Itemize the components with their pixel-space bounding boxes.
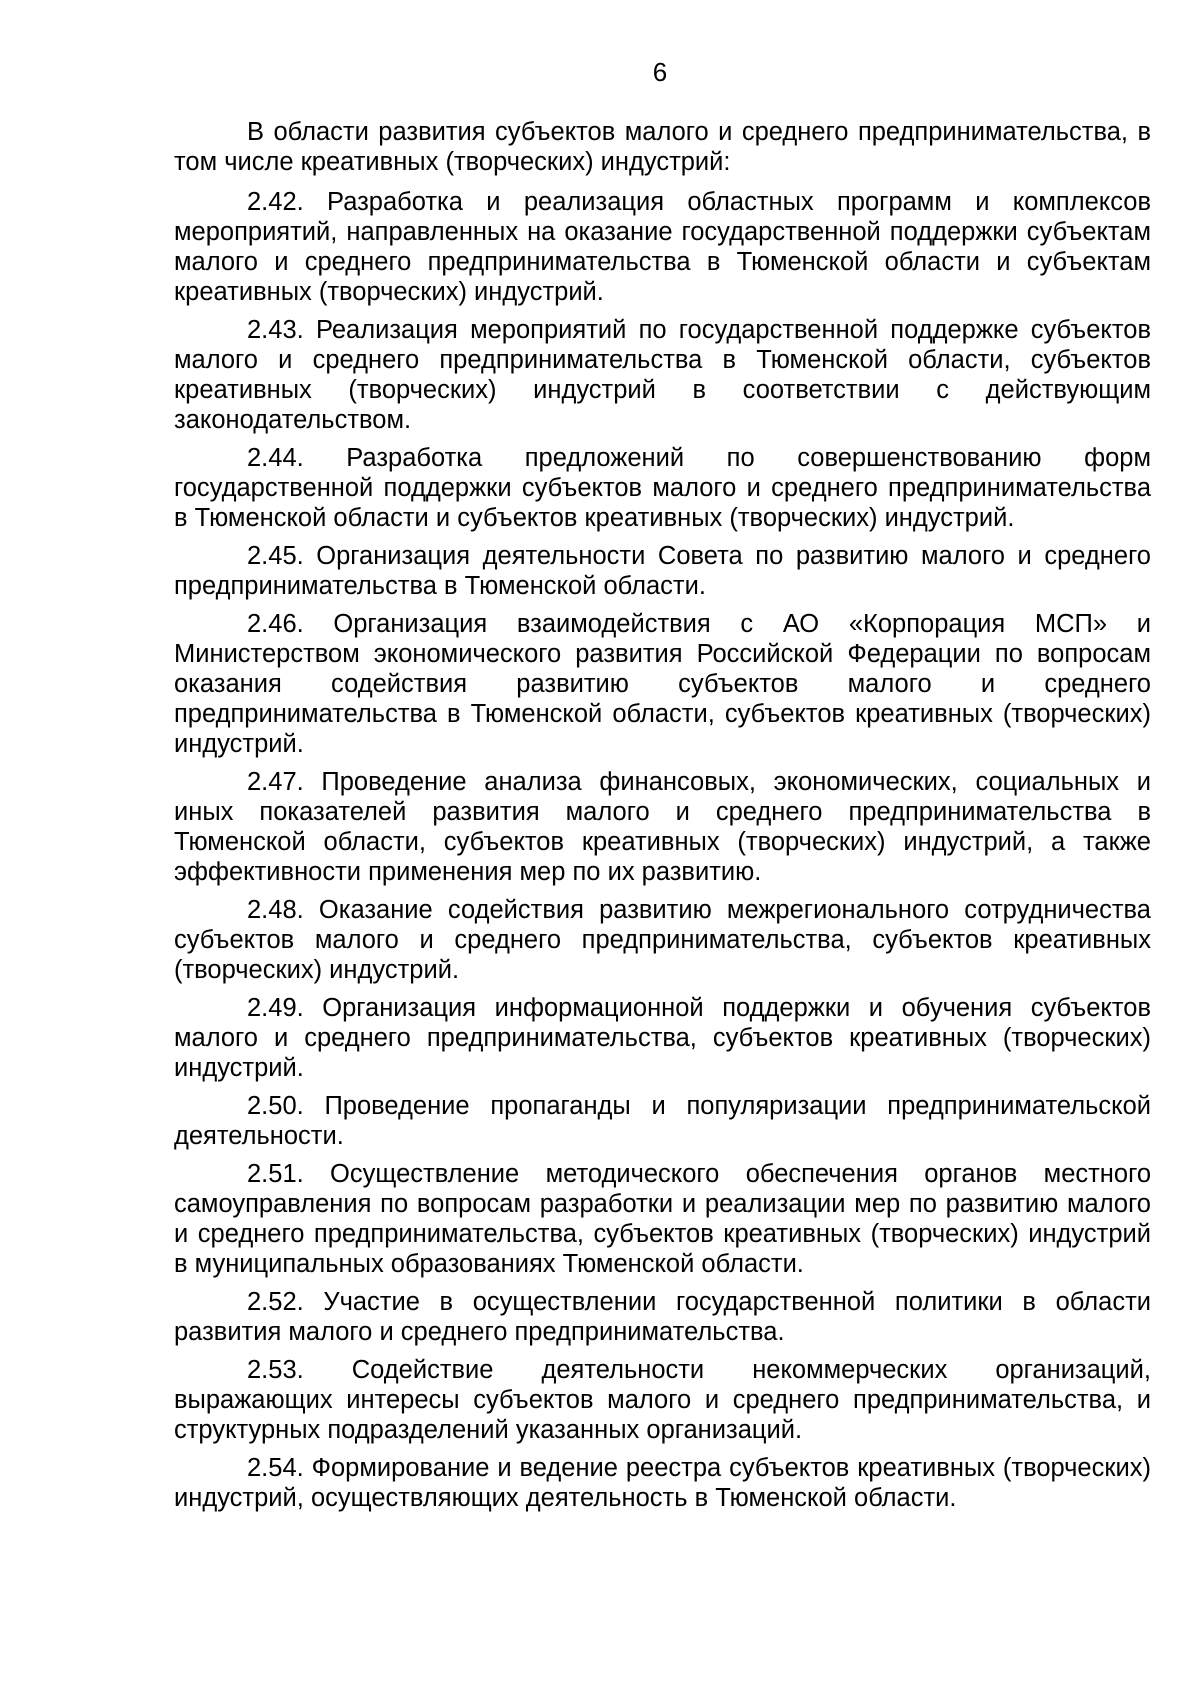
- page-number: 6: [652, 57, 668, 87]
- clause-2-50: 2.50. Проведение пропаганды и популяризации предпринимательской деятельности.: [174, 1092, 1151, 1150]
- clause-2-47: 2.47. Проведение анализа финансовых, экономических, социальных и иных показателей развития малого и среднего предпринимательства в Тюменской области, субъектов креативных (творческих) индустрий, а также эффективности применения мер по их развитию.: [174, 768, 1151, 886]
- clause-2-44: 2.44. Разработка предложений по совершенствованию форм государственной поддержки субъектов малого и среднего предпринимательства в Тюменской области и субъектов креативных (творческих) индустрий.: [174, 444, 1151, 532]
- clause-2-51: 2.51. Осуществление методического обеспечения органов местного самоуправления по вопросам разработки и реализации мер по развитию малого и среднего предпринимательства, субъектов креативных (творческих) индустрий в муниципальных образованиях Тюменской области.: [174, 1160, 1151, 1278]
- clause-2-49: 2.49. Организация информационной поддержки и обучения субъектов малого и среднего предпринимательства, субъектов креативных (творческих) индустрий.: [174, 994, 1151, 1082]
- clause-2-46: 2.46. Организация взаимодействия с АО «Корпорация МСП» и Министерством экономического развития Российской Федерации по вопросам оказания содействия развитию субъектов малого и среднего предпринимательства в Тюменской области, субъектов креативных (творческих) индустрий.: [174, 610, 1151, 758]
- clause-2-53: 2.53. Содействие деятельности некоммерческих организаций, выражающих интересы субъектов малого и среднего предпринимательства, и структурных подразделений указанных организаций.: [174, 1356, 1151, 1444]
- clause-2-54: 2.54. Формирование и ведение реестра субъектов креативных (творческих) индустрий, осуществляющих деятельность в Тюменской области.: [174, 1454, 1151, 1512]
- clause-2-45: 2.45. Организация деятельности Совета по развитию малого и среднего предпринимательства в Тюменской области.: [174, 542, 1151, 600]
- clause-2-48: 2.48. Оказание содействия развитию межрегионального сотрудничества субъектов малого и среднего предпринимательства, субъектов креативных (творческих) индустрий.: [174, 896, 1151, 984]
- clause-2-43: 2.43. Реализация мероприятий по государственной поддержке субъектов малого и среднего предпринимательства в Тюменской области, субъектов креативных (творческих) индустрий в соответствии с действующим законодательством.: [174, 316, 1151, 434]
- clause-2-52: 2.52. Участие в осуществлении государственной политики в области развития малого и среднего предпринимательства.: [174, 1288, 1151, 1346]
- clause-2-42: 2.42. Разработка и реализация областных программ и комплексов мероприятий, направленных на оказание государственной поддержки субъектам малого и среднего предпринимательства в Тюменской области и субъектам креативных (творческих) индустрий.: [174, 188, 1151, 306]
- document-body: [174, 117, 1151, 1521]
- section-intro: В области развития субъектов малого и среднего предпринимательства, в том числе креативных (творческих) индустрий:: [174, 118, 1151, 176]
